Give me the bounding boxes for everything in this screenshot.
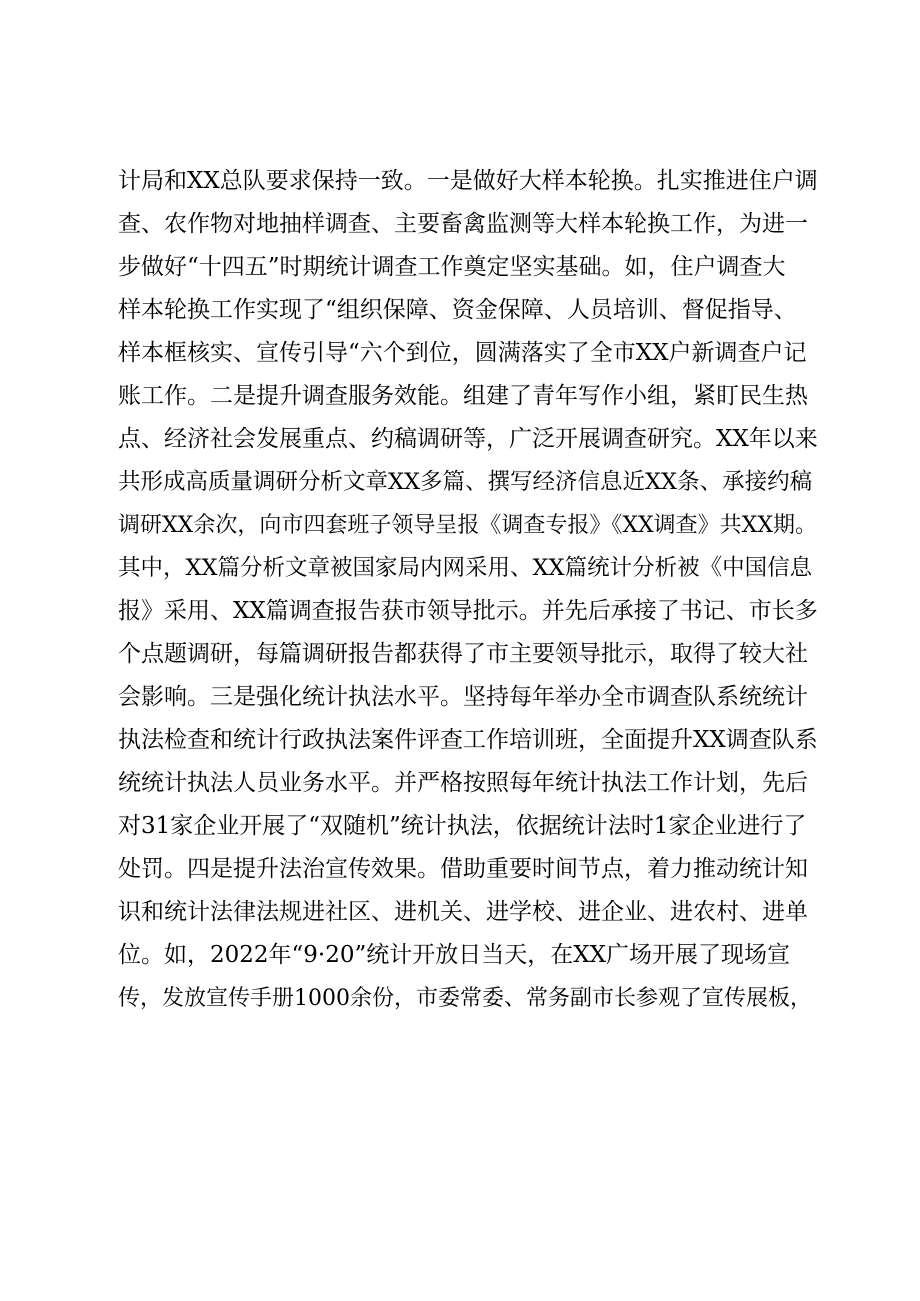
text-line: 计局和XX总队要求保持一致。一是做好大样本轮换。扎实推进住户调	[118, 168, 818, 194]
text-line: 对31家企业开展了“双随机”统计执法，依据统计法时1家企业进行了	[118, 813, 807, 839]
body-text	[118, 162, 818, 1022]
text-line: 点、经济社会发展重点、约稿调研等，广泛开展调查研究。XX年以来	[118, 426, 818, 452]
text-line: 其中，XX篇分析文章被国家局内网采用、XX篇统计分析被《中国信息	[118, 555, 813, 581]
text-line: 个点题调研，每篇调研报告都获得了市主要领导批示，取得了较大社	[118, 641, 808, 667]
text-line: 报》采用、XX篇调查报告获市领导批示。并先后承接了书记、市长多	[118, 598, 818, 624]
text-line: 传，发放宣传手册1000余份，市委常委、常务副市长参观了宣传展板，	[118, 986, 812, 1011]
text-line: 执法检查和统计行政执法案件评查工作培训班，全面提升XX调查队系	[118, 727, 818, 753]
text-line: 统统计执法人员业务水平。并严格按照每年统计执法工作计划，先后	[118, 770, 808, 796]
text-line: 查、农作物对地抽样调查、主要畜禽监测等大样本轮换工作，为进一	[118, 211, 808, 237]
text-line: 会影响。三是强化统计执法水平。坚持每年举办全市调查队系统统计	[118, 684, 808, 710]
text-line: 调研XX余次，向市四套班子领导呈报《调查专报》《XX调查》共XX期。	[118, 513, 817, 538]
text-line: 账工作。二是提升调查服务效能。组建了青年写作小组，紧盯民生热	[118, 383, 808, 409]
text-line: 位。如，2022年“9·20”统计开放日当天，在XX广场开展了现场宣	[118, 942, 791, 968]
text-line: 处罚。四是提升法治宣传效果。借助重要时间节点，着力推动统计知	[118, 856, 808, 882]
text-line: 共形成高质量调研分析文章XX多篇、撰写经济信息近XX条、承接约稿	[118, 469, 813, 495]
text-line: 样本框核实、宣传引导“六个到位，圆满落实了全市XX户新调查户记	[118, 340, 807, 366]
text-line: 步做好“十四五”时期统计调查工作奠定坚实基础。如，住户调查大	[118, 254, 786, 280]
text-line: 识和统计法律法规进社区、进机关、进学校、进企业、进农村、进单	[118, 899, 808, 925]
text-line: 样本轮换工作实现了“组织保障、资金保障、人员培训、督促指导、	[118, 297, 797, 323]
